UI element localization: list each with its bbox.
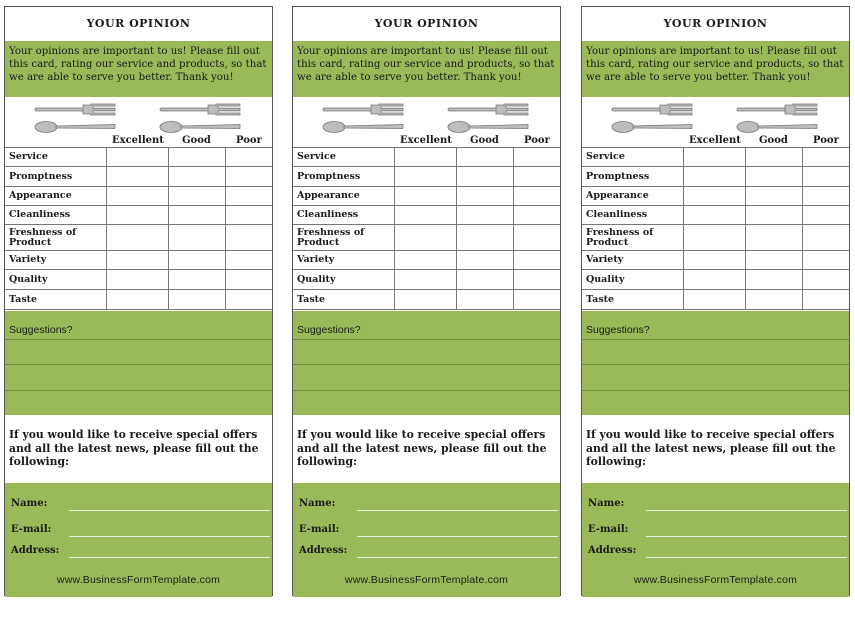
criterion-label: Appearance <box>582 187 683 206</box>
rating-cell-poor[interactable] <box>513 167 560 187</box>
name-label: Name: <box>588 498 625 509</box>
rating-cell-poor[interactable] <box>513 206 560 225</box>
rating-cell-poor[interactable] <box>802 206 849 225</box>
rating-cell-good[interactable] <box>456 148 513 167</box>
card-title: YOUR OPINION <box>86 17 191 30</box>
rating-cell-good[interactable] <box>168 206 225 225</box>
rating-cell-good[interactable] <box>168 187 225 206</box>
criterion-label: Quality <box>5 270 106 290</box>
name-field[interactable] <box>69 510 270 511</box>
spoon-icon <box>448 122 528 133</box>
suggestion-line[interactable] <box>293 339 560 340</box>
rating-cell-good[interactable] <box>745 290 802 310</box>
rating-cell-good[interactable] <box>456 270 513 290</box>
rating-table <box>293 147 560 310</box>
rating-cell-poor[interactable] <box>225 148 272 167</box>
rating-cell-poor[interactable] <box>802 148 849 167</box>
address-label: Address: <box>588 545 637 556</box>
criterion-label: Variety <box>293 251 394 270</box>
rating-cell-excellent[interactable] <box>683 167 745 187</box>
criterion-label: Taste <box>582 290 683 310</box>
cutlery-icon <box>321 99 411 137</box>
contact-form <box>293 483 560 597</box>
rating-cell-poor[interactable] <box>802 187 849 206</box>
criterion-label: Service <box>582 148 683 167</box>
opinion-card <box>292 6 561 596</box>
column-header-poor: Poor <box>813 135 839 146</box>
rating-cell-excellent[interactable] <box>106 187 168 206</box>
rating-cell-poor[interactable] <box>225 187 272 206</box>
rating-cell-poor[interactable] <box>513 148 560 167</box>
rating-cell-poor[interactable] <box>225 270 272 290</box>
website-link[interactable]: www.BusinessFormTemplate.com <box>56 574 221 586</box>
rating-cell-good[interactable] <box>745 206 802 225</box>
column-header-good: Good <box>182 135 211 146</box>
cutlery-icon <box>735 99 825 137</box>
rating-row <box>293 206 560 225</box>
rating-cell-good[interactable] <box>745 270 802 290</box>
criterion-label: Service <box>293 148 394 167</box>
rating-cell-good[interactable] <box>456 187 513 206</box>
rating-cell-excellent[interactable] <box>106 225 168 251</box>
cutlery-icon <box>33 99 123 137</box>
column-header-excellent: Excellent <box>400 135 452 146</box>
name-label: Name: <box>299 498 336 509</box>
rating-cell-good[interactable] <box>168 148 225 167</box>
fork-icon <box>737 104 817 115</box>
column-header-poor: Poor <box>524 135 550 146</box>
rating-row <box>5 206 272 225</box>
spoon-icon <box>612 122 692 133</box>
suggestions-label: Suggestions? <box>9 324 73 336</box>
rating-cell-poor[interactable] <box>513 290 560 310</box>
rating-row <box>5 167 272 187</box>
rating-cell-excellent[interactable] <box>683 270 745 290</box>
rating-row <box>5 225 272 251</box>
rating-row <box>293 167 560 187</box>
rating-cell-excellent[interactable] <box>683 251 745 270</box>
rating-cell-good[interactable] <box>456 251 513 270</box>
rating-cell-poor[interactable] <box>225 206 272 225</box>
rating-row <box>5 290 272 310</box>
suggestions-area[interactable] <box>5 311 272 415</box>
rating-row <box>293 187 560 206</box>
rating-cell-excellent[interactable] <box>394 251 456 270</box>
rating-cell-good[interactable] <box>745 187 802 206</box>
rating-cell-poor[interactable] <box>513 187 560 206</box>
cutlery-icon <box>446 99 536 137</box>
criterion-label: Promptness <box>5 167 106 187</box>
rating-cell-excellent[interactable] <box>394 167 456 187</box>
suggestion-line[interactable] <box>582 339 849 340</box>
cutlery-icon <box>158 99 248 137</box>
criterion-label: Taste <box>5 290 106 310</box>
intro-text: Your opinions are important to us! Please fill out this card, rating our service and products, so that we are able to serve you better. Thank you! <box>5 41 272 97</box>
intro-text: Your opinions are important to us! Please fill out this card, rating our service and products, so that we are able to serve you better. Thank you! <box>293 41 560 97</box>
criterion-label: Freshness of Product <box>293 225 394 251</box>
suggestion-line[interactable] <box>293 364 560 365</box>
rating-cell-poor[interactable] <box>802 290 849 310</box>
rating-row <box>293 251 560 270</box>
rating-table <box>5 147 272 310</box>
website-link[interactable]: www.BusinessFormTemplate.com <box>633 574 798 586</box>
suggestion-line[interactable] <box>5 364 272 365</box>
rating-cell-good[interactable] <box>745 167 802 187</box>
rating-table <box>582 147 849 310</box>
rating-cell-good[interactable] <box>456 225 513 251</box>
name-field[interactable] <box>357 510 558 511</box>
spoon-icon <box>160 122 240 133</box>
rating-cell-excellent[interactable] <box>106 167 168 187</box>
opinion-card <box>581 6 850 596</box>
rating-cell-excellent[interactable] <box>394 206 456 225</box>
rating-cell-poor[interactable] <box>802 167 849 187</box>
card-title: YOUR OPINION <box>663 17 768 30</box>
spoon-icon <box>323 122 403 133</box>
email-field[interactable] <box>357 536 558 537</box>
offer-text: If you would like to receive special offers and all the latest news, please fill out the following: <box>9 428 259 468</box>
rating-cell-good[interactable] <box>168 225 225 251</box>
column-header-good: Good <box>759 135 788 146</box>
address-field[interactable] <box>357 557 558 558</box>
rating-cell-good[interactable] <box>168 251 225 270</box>
rating-cell-excellent[interactable] <box>394 225 456 251</box>
criterion-label: Variety <box>582 251 683 270</box>
spoon-icon <box>737 122 817 133</box>
cutlery-icon <box>610 99 700 137</box>
rating-cell-good[interactable] <box>168 290 225 310</box>
rating-row <box>582 290 849 310</box>
rating-cell-poor[interactable] <box>225 290 272 310</box>
rating-cell-excellent[interactable] <box>683 206 745 225</box>
rating-cell-poor[interactable] <box>225 251 272 270</box>
criterion-label: Service <box>5 148 106 167</box>
address-field[interactable] <box>69 557 270 558</box>
rating-row <box>5 148 272 167</box>
fork-icon <box>160 104 240 115</box>
name-label: Name: <box>11 498 48 509</box>
criterion-label: Cleanliness <box>5 206 106 225</box>
rating-cell-good[interactable] <box>745 225 802 251</box>
rating-row <box>582 225 849 251</box>
criterion-label: Cleanliness <box>582 206 683 225</box>
contact-form <box>5 483 272 597</box>
rating-row <box>5 270 272 290</box>
rating-row <box>582 251 849 270</box>
rating-cell-excellent[interactable] <box>106 148 168 167</box>
criterion-label: Freshness of Product <box>5 225 106 251</box>
address-label: Address: <box>11 545 60 556</box>
offer-text: If you would like to receive special offers and all the latest news, please fill out the following: <box>586 428 836 468</box>
rating-cell-excellent[interactable] <box>394 270 456 290</box>
rating-cell-poor[interactable] <box>225 167 272 187</box>
criterion-label: Appearance <box>293 187 394 206</box>
rating-cell-excellent[interactable] <box>683 225 745 251</box>
column-header-poor: Poor <box>236 135 262 146</box>
rating-cell-good[interactable] <box>168 167 225 187</box>
rating-cell-excellent[interactable] <box>106 206 168 225</box>
rating-cell-excellent[interactable] <box>106 251 168 270</box>
email-label: E-mail: <box>588 524 629 535</box>
rating-cell-excellent[interactable] <box>683 148 745 167</box>
criterion-label: Promptness <box>582 167 683 187</box>
suggestion-line[interactable] <box>582 390 849 391</box>
suggestions-label: Suggestions? <box>586 324 650 336</box>
criterion-label: Cleanliness <box>293 206 394 225</box>
rating-row <box>293 290 560 310</box>
rating-cell-good[interactable] <box>456 167 513 187</box>
name-field[interactable] <box>646 510 847 511</box>
fork-icon <box>612 104 692 115</box>
rating-cell-excellent[interactable] <box>394 290 456 310</box>
rating-row <box>582 148 849 167</box>
rating-cell-poor[interactable] <box>802 251 849 270</box>
rating-row <box>582 167 849 187</box>
rating-cell-excellent[interactable] <box>683 290 745 310</box>
email-label: E-mail: <box>11 524 52 535</box>
rating-cell-poor[interactable] <box>513 251 560 270</box>
column-header-excellent: Excellent <box>112 135 164 146</box>
rating-cell-good[interactable] <box>456 206 513 225</box>
suggestion-line[interactable] <box>5 390 272 391</box>
rating-cell-excellent[interactable] <box>683 187 745 206</box>
criterion-label: Quality <box>293 270 394 290</box>
rating-cell-excellent[interactable] <box>394 148 456 167</box>
rating-cell-poor[interactable] <box>802 225 849 251</box>
fork-icon <box>448 104 528 115</box>
fork-icon <box>323 104 403 115</box>
rating-cell-good[interactable] <box>745 251 802 270</box>
rating-cell-poor[interactable] <box>802 270 849 290</box>
criterion-label: Variety <box>5 251 106 270</box>
rating-row <box>293 270 560 290</box>
website-link[interactable]: www.BusinessFormTemplate.com <box>344 574 509 586</box>
suggestions-label: Suggestions? <box>297 324 361 336</box>
rating-cell-poor[interactable] <box>513 225 560 251</box>
rating-row <box>293 225 560 251</box>
rating-row <box>582 270 849 290</box>
rating-cell-excellent[interactable] <box>394 187 456 206</box>
email-field[interactable] <box>69 536 270 537</box>
rating-row <box>5 251 272 270</box>
criterion-label: Appearance <box>5 187 106 206</box>
fork-icon <box>35 104 115 115</box>
rating-row <box>5 187 272 206</box>
suggestions-area[interactable] <box>293 311 560 415</box>
criterion-label: Quality <box>582 270 683 290</box>
address-label: Address: <box>299 545 348 556</box>
rating-cell-poor[interactable] <box>225 225 272 251</box>
rating-cell-good[interactable] <box>168 270 225 290</box>
criterion-label: Freshness of Product <box>582 225 683 251</box>
intro-text: Your opinions are important to us! Please fill out this card, rating our service and products, so that we are able to serve you better. Thank you! <box>582 41 849 97</box>
address-field[interactable] <box>646 557 847 558</box>
offer-text: If you would like to receive special offers and all the latest news, please fill out the following: <box>297 428 547 468</box>
rating-row <box>293 148 560 167</box>
column-header-good: Good <box>470 135 499 146</box>
rating-cell-good[interactable] <box>456 290 513 310</box>
criterion-label: Taste <box>293 290 394 310</box>
spoon-icon <box>35 122 115 133</box>
suggestion-line[interactable] <box>5 339 272 340</box>
rating-row <box>582 206 849 225</box>
criterion-label: Promptness <box>293 167 394 187</box>
opinion-card <box>4 6 273 596</box>
card-title: YOUR OPINION <box>374 17 479 30</box>
rating-row <box>582 187 849 206</box>
suggestion-line[interactable] <box>293 390 560 391</box>
contact-form <box>582 483 849 597</box>
rating-cell-good[interactable] <box>745 148 802 167</box>
suggestions-area[interactable] <box>582 311 849 415</box>
rating-cell-excellent[interactable] <box>106 270 168 290</box>
suggestion-line[interactable] <box>582 364 849 365</box>
rating-cell-excellent[interactable] <box>106 290 168 310</box>
column-header-excellent: Excellent <box>689 135 741 146</box>
email-label: E-mail: <box>299 524 340 535</box>
email-field[interactable] <box>646 536 847 537</box>
rating-cell-poor[interactable] <box>513 270 560 290</box>
